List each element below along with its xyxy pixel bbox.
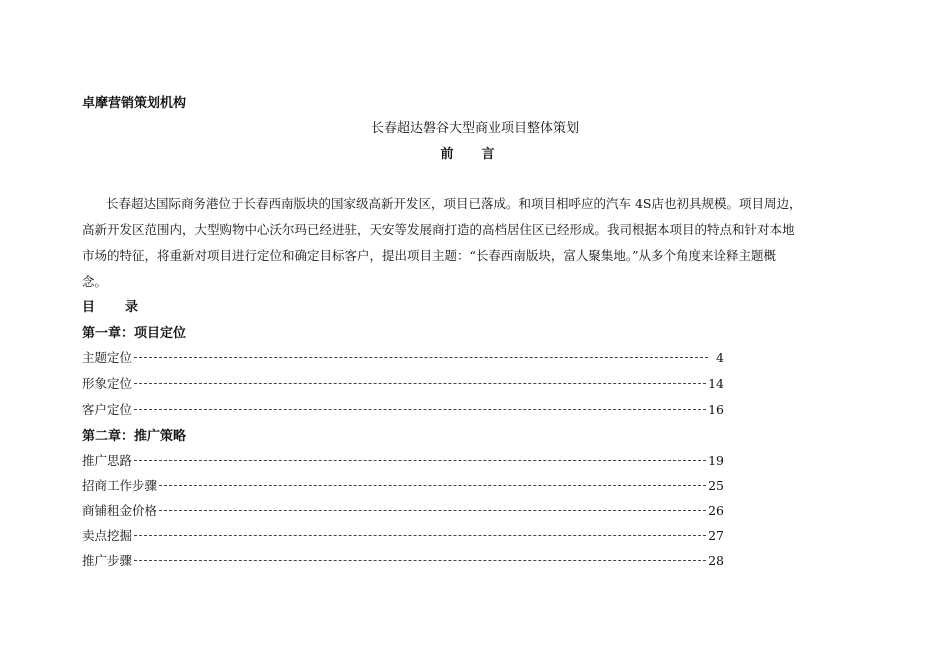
toc-leader	[134, 357, 708, 358]
toc-entry[interactable]	[82, 551, 724, 571]
organization-name: 卓摩营销策划机构	[82, 96, 187, 111]
preface-heading-char: 言	[481, 147, 495, 162]
toc-entry[interactable]	[82, 374, 724, 394]
toc-entry-page: 26	[708, 503, 724, 518]
toc-leader	[134, 460, 706, 461]
toc-entry-label: 推广思路	[82, 453, 133, 468]
toc-entry-label: 推广步骤	[82, 553, 133, 568]
toc-heading-char: 目	[82, 300, 96, 315]
toc-heading	[82, 296, 138, 315]
toc-entry-page: 16	[708, 402, 724, 417]
preface-paragraph	[82, 191, 864, 295]
toc-entry-label: 招商工作步骤	[82, 478, 158, 493]
toc-entry[interactable]	[82, 451, 724, 471]
paragraph-line: 长春超达国际商务港位于长春西南版块的国家级高新开发区，项目已落成。和项目相呼应的汽车 4S店也初具规模。项目周边，	[106, 196, 802, 211]
toc-entry[interactable]	[82, 400, 724, 420]
toc-entry[interactable]	[82, 476, 724, 496]
paragraph-line: 念。	[82, 274, 108, 289]
paragraph-line: 市场的特征，将重新对项目进行定位和确定目标客户，提出项目主题：“长春西南版块，富人聚集地。”从多个角度来诠释主题概	[82, 248, 777, 263]
toc-entry[interactable]	[82, 501, 724, 521]
preface-heading-char: 前	[440, 147, 454, 162]
toc-entry[interactable]	[82, 526, 724, 546]
preface-heading	[0, 143, 935, 162]
toc-entry-page: 27	[708, 528, 724, 543]
toc-entry-page: 28	[708, 553, 724, 568]
toc-entry-page: 19	[708, 453, 724, 468]
toc-entry[interactable]	[82, 348, 724, 368]
paragraph-line: 高新开发区范围内，大型购物中心沃尔玛已经进驻，天安等发展商打造的高档居住区已经形成。我司根据本项目的特点和针对本地	[82, 222, 795, 237]
toc-leader	[134, 383, 706, 384]
document-title: 长春超达磐谷大型商业项目整体策划	[370, 121, 579, 136]
toc-leader	[134, 409, 706, 410]
toc-leader	[134, 560, 706, 561]
toc-entry-label: 商铺租金价格	[82, 503, 158, 518]
toc-entry-label: 客户定位	[82, 402, 133, 417]
toc-entry-label: 主题定位	[82, 350, 133, 365]
chapter-heading: 第一章：项目定位	[82, 326, 187, 341]
chapter-heading: 第二章：推广策略	[82, 429, 187, 444]
toc-leader	[159, 510, 706, 511]
toc-entry-page: 4	[716, 350, 724, 365]
toc-heading-char: 录	[125, 300, 139, 315]
toc-leader	[134, 535, 706, 536]
toc-entry-label: 形象定位	[82, 376, 133, 391]
toc-entry-page: 25	[708, 478, 724, 493]
toc-leader	[159, 485, 706, 486]
toc-entry-page: 14	[708, 376, 724, 391]
toc-entry-label: 卖点挖掘	[82, 528, 133, 543]
